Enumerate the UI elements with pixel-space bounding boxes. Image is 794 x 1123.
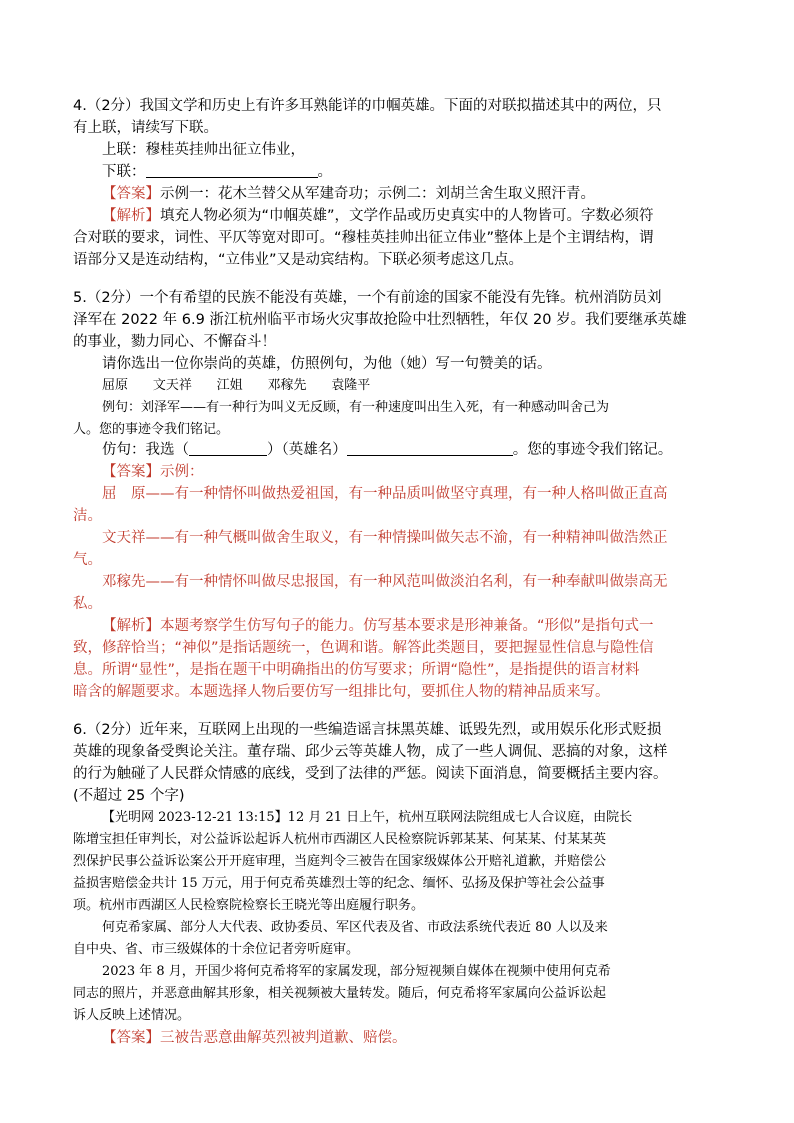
analysis-tag: 【解析】 <box>102 618 160 634</box>
q4-upper-couplet: 上联：穆桂英挂帅出征立伟业， <box>102 142 305 158</box>
q4-analysis-cont: 合对联的要求，词性、平仄等宽对即可。“穆桂英挂帅出征立伟业”整体上是个主谓结构，谓 语部分又是连动结构，“立伟业”又是动宾结构。下联必须考虑这几点。 <box>73 230 654 268</box>
q6-news-para-3: 2023 年 8 月，开国少将何克希将军的家属发现，部分短视频自媒体在视频中使用何克希 同志的照片，并恶意曲解其形象，相关视频被大量转发。随后，何克希将军家属向公益诉讼起 诉人反映上述情况。 <box>73 964 611 1023</box>
q4-stem: 4.（2分）我国文学和历史上有许多耳熟能详的巾帼英雄。下面的对联拟描述其中的两位，只 有上联，请续写下联。 <box>73 98 662 136</box>
q5-answer: 【答案】示例： <box>102 464 204 480</box>
q5-sample-2: 文天祥——有一种气概叫做舍生取义，有一种情操叫做矢志不渝，有一种精神叫做浩然正 气。 <box>73 530 668 568</box>
hero-name: 江姐 <box>216 378 243 393</box>
q4-answer: 【答案】示例一：花木兰替父从军建奇功；示例二：刘胡兰舍生取义照汗青。 <box>102 186 595 202</box>
q4-lower-couplet: 下联： 。 <box>102 164 332 180</box>
answer-tag: 【答案】 <box>102 186 160 202</box>
q5-example: 例句：刘泽军——有一种行为叫义无反顾，有一种速度叫出生入死，有一种感动叫舍己为 人。您的事迹令我们铭记。 <box>73 400 610 437</box>
answer-tag: 【答案】 <box>102 1030 160 1046</box>
answer-tag: 【答案】 <box>102 464 160 480</box>
q6-stem: 6.（2分）近年来，互联网上出现的一些编造谣言抹黑英雄、诋毁先烈，或用娱乐化形式贬损 英雄的现象备受舆论关注。董存瑞、邱少云等英雄人物，成了一些人调侃、恶搞的对象，这样 的行为触碰了人民群众情感的底线，受到了法律的严惩。阅读下面消息，简要概括主要内容。 (不超过 25 个字) <box>73 722 668 804</box>
q4-answer-blank[interactable] <box>146 162 318 178</box>
q5-instruction: 请你选出一位你崇尚的英雄，仿照例句，为他（她）写一句赞美的话。 <box>102 356 552 372</box>
hero-name: 袁隆平 <box>331 378 371 393</box>
q5-stem: 5.（2分）一个有希望的民族不能没有英雄，一个有前途的国家不能没有先锋。杭州消防员刘 泽军在 2022 年 6.9 浙江杭州临平市场火灾事故抢险中壮烈牺牲，年仅 20 岁。我们要继承英雄 的事业，勠力同心、不懈奋斗！ <box>73 290 687 350</box>
q5-analysis-cont: 致，修辞恰当；“神似”是指话题统一，色调和谐。解答此类题目，要把握显性信息与隐性信 息。所谓“显性”，是指在题干中明确指出的仿写要求；所谓“隐性”，是指提供的语言材料 暗含的解题要求。本题选择人物后要仿写一组排比句，要抓住人物的精神品质来写。 <box>73 640 654 700</box>
q5-hero-list <box>73 375 723 397</box>
q5-hero-choice-blank[interactable] <box>189 440 267 456</box>
analysis-tag: 【解析】 <box>102 208 160 224</box>
q6-news-para-1: 【光明网 2023-12-21 13:15】12 月 21 日上午，杭州互联网法院组成七人合议庭，由院长 陈增宝担任审判长，对公益诉讼起诉人杭州市西湖区人民检察院诉郭某某、何某某、付某某英 烈保护民事公益诉讼案公开开庭审理，当庭判令三被告在国家级媒体公开赔礼道歉，并赔偿公 益损害赔偿金共计 15 万元，用于何克希英雄烈士等的纪念、缅怀、弘扬及保护等社会公益事 项。杭州市西湖区人民检察院检察长王晓光等出庭履行职务。 <box>73 810 633 913</box>
q5-analysis: 【解析】本题考察学生仿写句子的能力。仿写基本要求是形神兼备。“形似”是指句式一 <box>102 618 654 634</box>
q4-analysis: 【解析】填充人物必须为“巾帼英雄”，文学作品或历史真实中的人物皆可。字数必须符 <box>102 208 654 224</box>
q6-answer: 【答案】三被告恶意曲解英烈被判道歉、赔偿。 <box>102 1030 407 1046</box>
q5-imitation: 仿句：我选（ ）（英雄名） 。您的事迹令我们铭记。 <box>102 442 673 458</box>
q6-news-para-2: 何克希家属、部分人大代表、政协委员、军区代表及省、市政法系统代表近 80 人以及来 自中央、省、市三级媒体的十余位记者旁听庭审。 <box>73 920 608 957</box>
q5-sample-3: 邓稼先——有一种情怀叫做尽忠报国，有一种风范叫做淡泊名利，有一种奉献叫做崇高无 私。 <box>73 574 668 612</box>
hero-name: 文天祥 <box>152 378 192 393</box>
hero-name: 屈原 <box>102 378 129 393</box>
q5-sample-1: 屈 原——有一种情怀叫做热爱祖国，有一种品质叫做坚守真理，有一种人格叫做正直高 洁。 <box>73 486 668 524</box>
q5-sentence-blank[interactable] <box>347 440 513 456</box>
hero-name: 邓稼先 <box>267 378 307 393</box>
